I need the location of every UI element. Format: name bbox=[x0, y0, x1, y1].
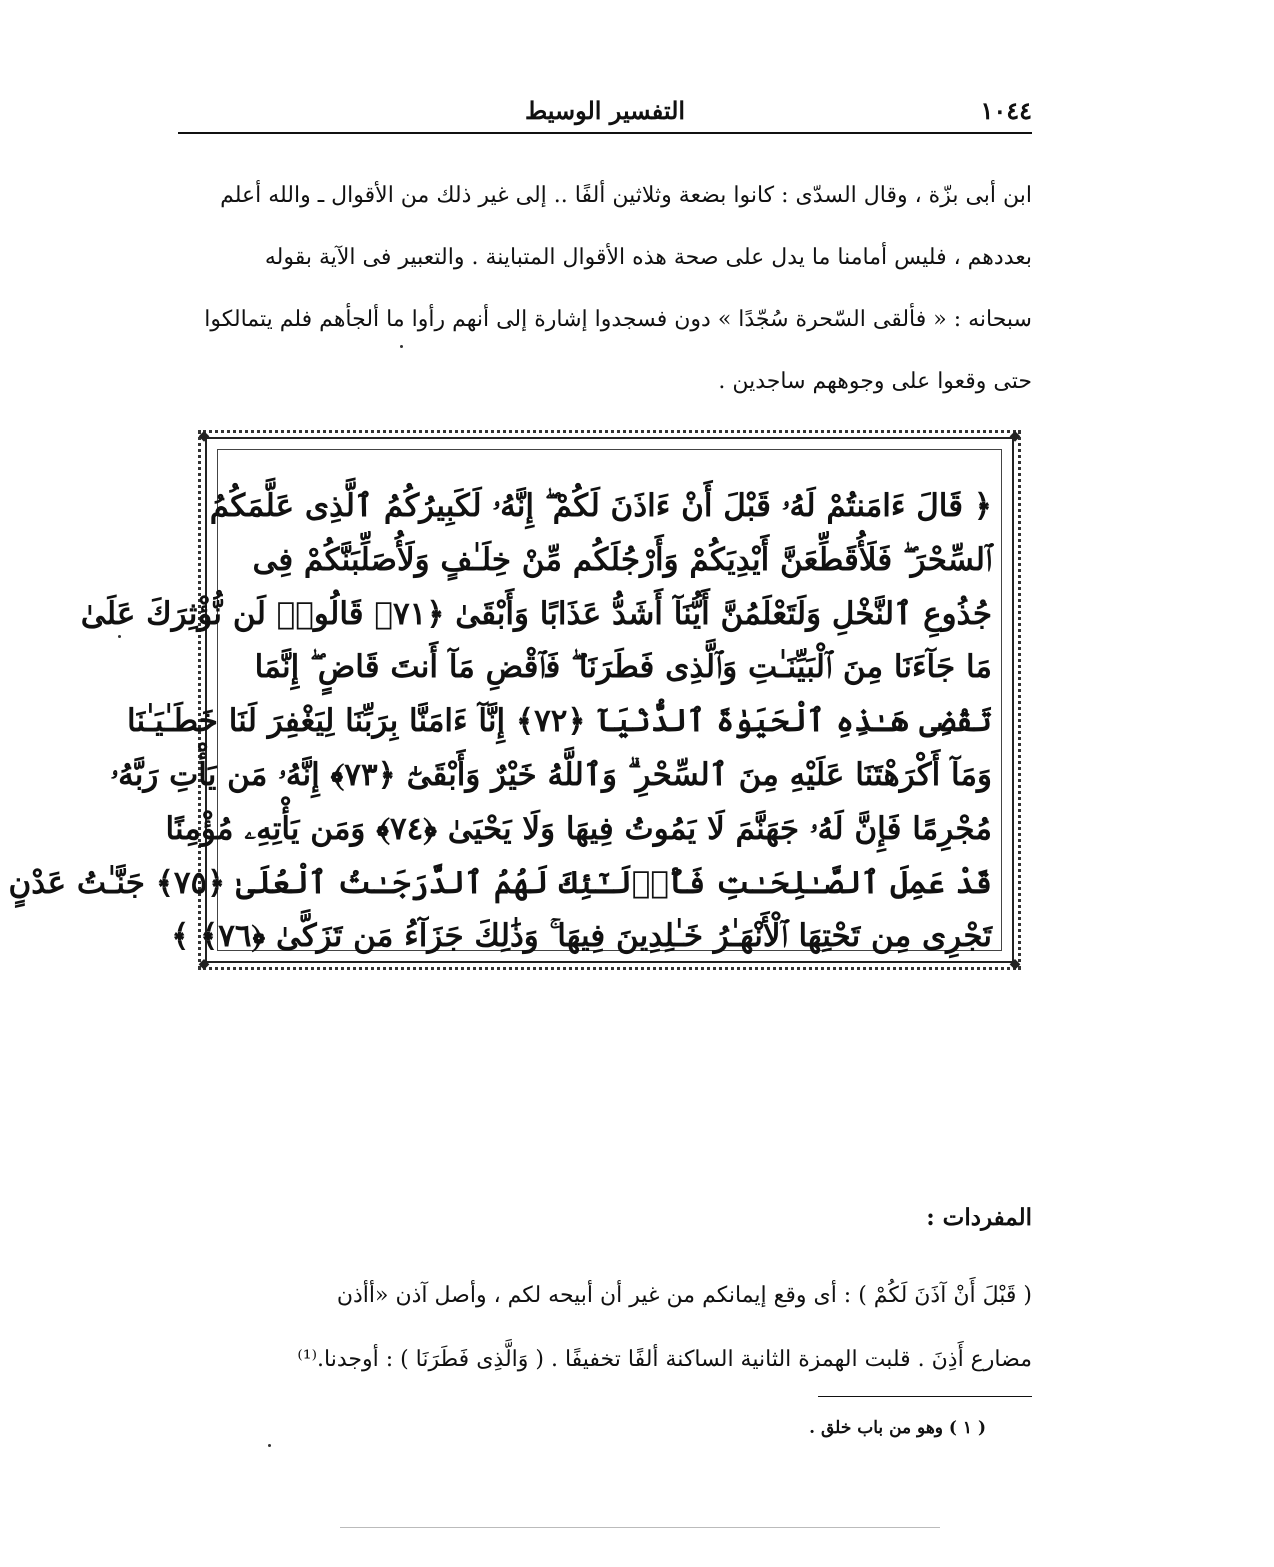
scan-speck bbox=[400, 345, 403, 348]
quran-line: قَدْ عَمِلَ ٱلصَّـٰلِحَـٰتِ فَأُو۟لَـٰٓئِكَ لَهُمُ ٱلدَّرَجَـٰتُ ٱلْعُلَىٰ ﴿٧٥﴾ جَنَّـٰتُ عَدْنٍ bbox=[8, 864, 992, 901]
footnote: ( ١ ) وهو من باب خلق . bbox=[809, 1418, 986, 1438]
intro-line: ابن أبى بزّة ، وقال السدّى : كانوا بضعة وثلاثين ألفًا .. إلى غير ذلك من الأقوال ـ والله أعلم bbox=[220, 183, 1032, 208]
quran-line: ﴿ قَالَ ءَامَنتُمْ لَهُۥ قَبْلَ أَنْ ءَاذَنَ لَكُمْ ۖ إِنَّهُۥ لَكَبِيرُكُمُ ٱلَّذِى عَلَّمَكُمُ bbox=[209, 488, 992, 524]
quran-line: مُجْرِمًا فَإِنَّ لَهُۥ جَهَنَّمَ لَا يَمُوتُ فِيهَا وَلَا يَحْيَىٰ ﴿٧٤﴾ وَمَن يَأْتِهِۦ مُؤْمِنًا bbox=[165, 810, 992, 847]
vocab-line: ( قَبْلَ أَنْ آذَنَ لَكُمْ ) : أى وقع إيمانكم من غير أن أبيحه لكم ، وأصل آذن «أأذن bbox=[336, 1283, 1032, 1308]
quran-line: تَجْرِى مِن تَحْتِهَا ٱلْأَنْهَـٰرُ خَـٰلِدِينَ فِيهَا ۚ وَذَٰلِكَ جَزَآءُ مَن تَزَكَّىٰ ﴿٧٦﴾ ﴾ bbox=[171, 918, 992, 955]
quran-line: ٱلسِّحْرَ ۖ فَلَأُقَطِّعَنَّ أَيْدِيَكُمْ وَأَرْجُلَكُم مِّنْ خِلَـٰفٍ وَلَأُصَلِّبَنَّكُمْ فِى bbox=[252, 541, 992, 578]
quran-line: مَا جَآءَنَا مِنَ ٱلْبَيِّنَـٰتِ وَٱلَّذِى فَطَرَنَا ۖ فَٱقْضِ مَآ أَنتَ قَاضٍ ۖ إِنَّمَا bbox=[254, 649, 992, 686]
page-number: ١٠٤٤ bbox=[980, 96, 1032, 125]
corner-ornament-icon: ◆ bbox=[1009, 956, 1021, 972]
intro-line: بعددهم ، فليس أمامنا ما يدل على صحة هذه الأقوال المتباينة . والتعبير فى الآية بقوله bbox=[264, 245, 1032, 270]
intro-paragraph bbox=[178, 165, 1032, 413]
intro-line: سبحانه : « فألقى السّحرة سُجّدًا » دون فسجدوا إشارة إلى أنهم رأوا ما ألجأهم فلم يتمالكوا bbox=[204, 307, 1032, 332]
scan-speck bbox=[118, 635, 121, 638]
bottom-scan-line bbox=[340, 1527, 940, 1528]
footnote-rule bbox=[818, 1396, 1032, 1397]
vocab-heading: المفردات : bbox=[926, 1204, 1032, 1231]
header-rule bbox=[178, 132, 1032, 134]
scan-speck bbox=[268, 1444, 271, 1447]
intro-line: حتى وقعوا على وجوههم ساجدين . bbox=[718, 369, 1032, 394]
corner-ornament-icon: ◆ bbox=[1009, 428, 1021, 444]
quran-line: وَمَآ أَكْرَهْتَنَا عَلَيْهِ مِنَ ٱلسِّحْرِ ۗ وَٱللَّهُ خَيْرٌ وَأَبْقَىٰٓ ﴿٧٣﴾ إِنَّهُۥ مَن يَأْتِ رَبَّهُۥ bbox=[110, 756, 992, 793]
quran-line: تَقْضِى هَـٰذِهِ ٱلْحَيَوٰةَ ٱلدُّنْيَآ ﴿٧٢﴾ إِنَّآ ءَامَنَّا بِرَبِّنَا لِيَغْفِرَ لَنَا خَطَـٰيَـٰنَا bbox=[127, 703, 992, 740]
quran-passage bbox=[8, 480, 992, 964]
running-title: التفسير الوسيط bbox=[524, 96, 686, 125]
page-header bbox=[178, 92, 1032, 134]
vocab-line: مضارع أَذِنَ . قلبت الهمزة الثانية الساكنة ألفًا تخفيفًا . ( وَالَّذِى فَطَرَنَا ) : أوجدنا.⁽¹⁾ bbox=[297, 1347, 1032, 1372]
quran-line: جُذُوعِ ٱلنَّخْلِ وَلَتَعْلَمُنَّ أَيُّنَآ أَشَدُّ عَذَابًا وَأَبْقَىٰ ﴿٧١﴾ قَالُوا۟ لَن نُّؤْثِرَكَ عَلَىٰ bbox=[80, 595, 992, 632]
vocab-paragraph bbox=[178, 1264, 1032, 1392]
corner-ornament-icon: ◆ bbox=[198, 956, 210, 972]
corner-ornament-icon: ◆ bbox=[198, 428, 210, 444]
